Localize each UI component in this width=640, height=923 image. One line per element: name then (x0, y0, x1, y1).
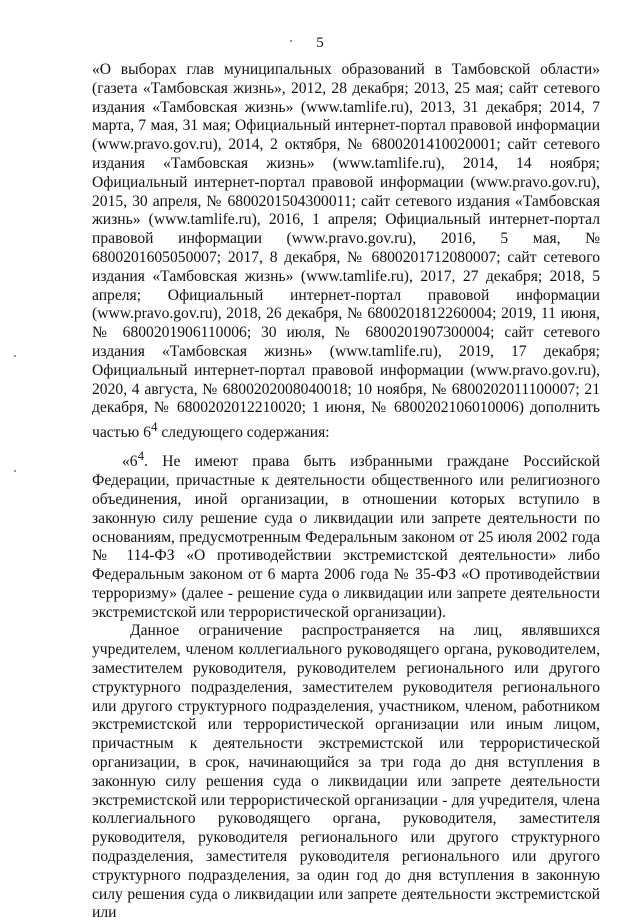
part-6-4-paragraph (92, 447, 600, 622)
following-text: следующего содержания: (161, 424, 330, 442)
scan-speck (14, 470, 16, 472)
part-number-superscript: 4 (137, 448, 145, 464)
amendment-reference-paragraph (92, 61, 600, 443)
part-number-prefix: «6 (122, 453, 138, 471)
restriction-paragraph: Данное ограничение распространяется на лиц, являвшихся учредителем, членом коллегиального руководящего органа, руководителем, заместителем руководителя, руководителем регионального или другого структурного подразделения, заместителем руководителя регионального или другого структурного подразделения, участником, членом, работником экстремистской или террористической организации или иным лицом, причастным к деятельности экстремистской или террористической организации, в срок, начинающийся за три года до дня вступления в законную силу решения суда о ликвидации или запрете деятельности экстремистской или террористической организации - для учредителя, члена коллегиального руководящего органа, руководителя, заместителя руководителя, руководителя регионального или другого структурного подразделения, заместителя руководителя регионального или другого структурного подразделения, за один год до дня вступления в законную силу решения суда о ликвидации или запрете деятельности экстремистской или (92, 622, 600, 922)
page-number: 5 (316, 35, 324, 51)
part-6-4-text: . Не имеют права быть избранными граждане Российской Федерации, причастные к деятельности общественного или религиозного объединения, иной организации, в отношении которых вступило в законную силу решение суда о ликвидации или запрете деятельности по основаниям, предусмотренным Федеральным законом от 25 июля 2002 года № 114-ФЗ «О противодействии экстремистской деятельности» либо Федеральным законом от 6 марта 2006 года № 35-ФЗ «О противодействии терроризму» (далее - решение суда о ликвидации или запрете деятельности экстремистской или террористической организации). (92, 453, 600, 621)
scan-speck (290, 40, 292, 42)
scan-speck (14, 355, 16, 357)
part-superscript: 4 (150, 419, 158, 435)
amendment-reference-text: «О выборах глав муниципальных образований в Тамбовской области» (газета «Тамбовская жизнь», 2012, 28 декабря; 2013, 25 мая; сайт сетевого издания «Тамбовская жизнь» (www.tamlife.ru), 2013, 31 декабря; 2014, 7 марта, 7 мая, 31 мая; Официальный интернет-портал правовой информации (www.pravo.gov.ru), 2014, 2 октября, № 6800201410020001; сайт сетевого издания «Тамбовская жизнь» (www.tamlife.ru), 2014, 14 ноября; Официальный интернет-портал правовой информации (www.pravo.gov.ru), 2015, 30 апреля, № 6800201504300011; сайт сетевого издания «Тамбовская жизнь» (www.tamlife.ru), 2016, 1 апреля; Официальный интернет-портал правовой информации (www.pravo.gov.ru), 2016, 5 мая, № 6800201605050007; 2017, 8 декабря, № 6800201712080007; сайт сетевого издания «Тамбовская жизнь» (www.tamlife.ru), 2017, 27 декабря; 2018, 5 апреля; Официальный интернет-портал правовой информации (www.pravo.gov.ru), 2018, 26 декабря, № 6800201812260004; 2019, 11 июня, № 6800201906110006; 30 июля, № 6800201907300004; сайт сетевого издания «Тамбовская жизнь» (www.tamlife.ru), 2019, 17 декабря; Официальный интернет-портал правовой информации (www.pravo.gov.ru), 2020, 4 августа, № 6800202008040018; 10 ноября, № 6800202011100007; 21 декабря, № 6800202012210020; 1 июня, № 6800202106010006) дополнить частью 6 (92, 61, 600, 442)
document-body (92, 61, 600, 923)
